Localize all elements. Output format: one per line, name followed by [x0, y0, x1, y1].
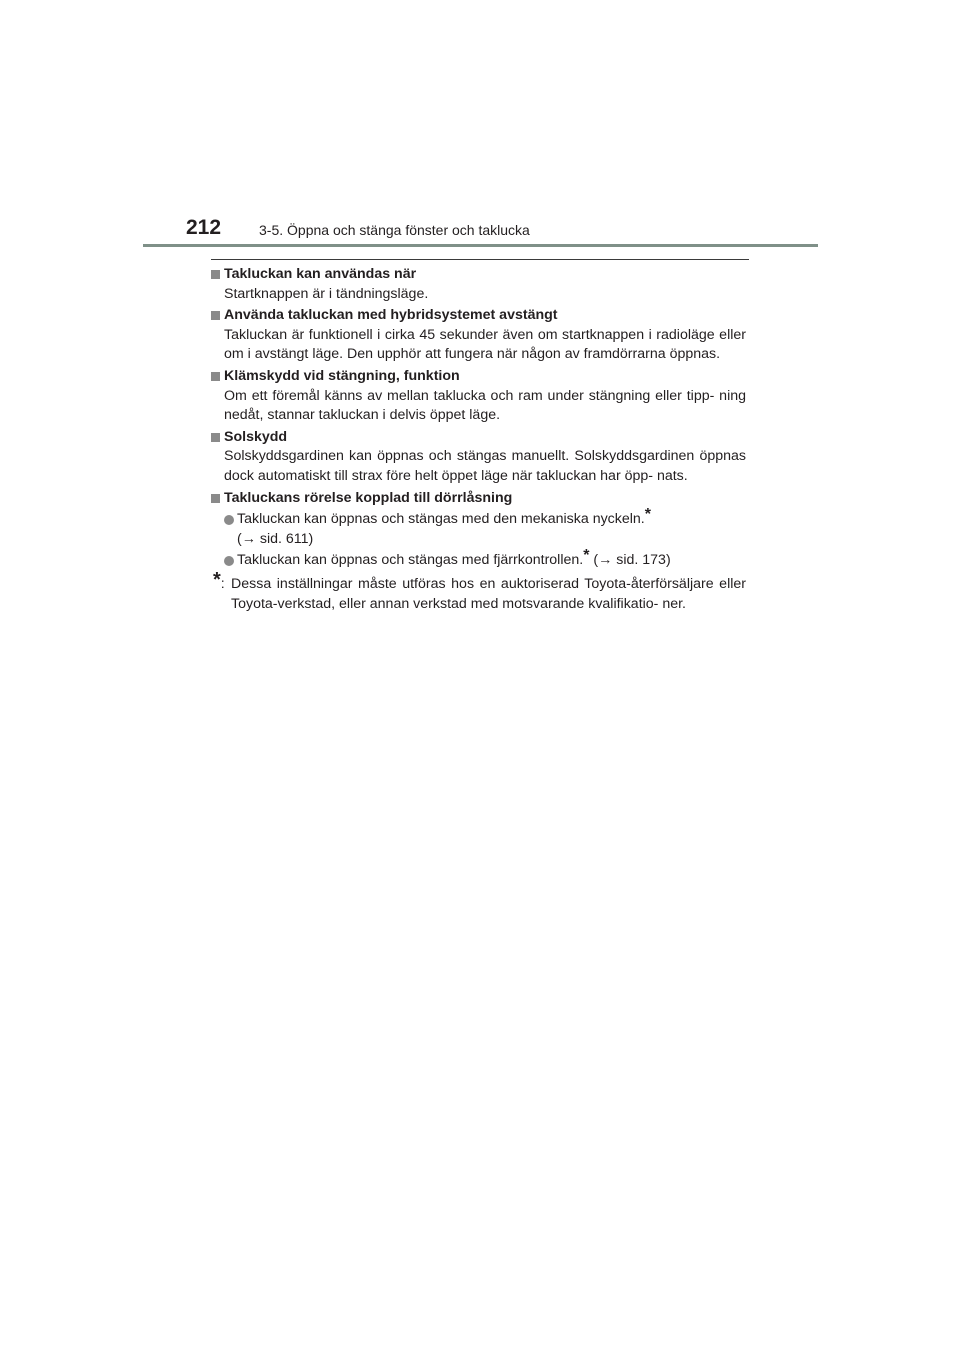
header-divider	[143, 244, 818, 247]
section-body: Startknappen är i tändningsläge.	[224, 285, 429, 302]
section-heading	[211, 428, 746, 448]
section-body: Om ett föremål känns av mellan taklucka och ram under stängning eller tipp- ning nedåt, stannar takluckan i delvis öppet läge.	[224, 387, 746, 424]
section-heading-text: Klämskydd vid stängning, funktion	[224, 367, 460, 384]
square-bullet-icon	[211, 433, 220, 442]
section-jam-protection	[211, 367, 746, 426]
page-reference: (→ sid. 173)	[593, 552, 671, 569]
section-sunshade	[211, 428, 746, 487]
section-heading-text: Använda takluckan med hybridsystemet avstängt	[224, 307, 558, 324]
section-hybrid-off	[211, 306, 746, 365]
bullet-text: Takluckan kan öppnas och stängas med den mekaniska nyckeln.	[237, 511, 645, 528]
section-heading-text: Takluckans rörelse kopplad till dörrlåsning	[224, 489, 513, 506]
section-usage	[211, 265, 746, 304]
footnote-asterisk: *	[213, 568, 221, 591]
section-heading-text: Takluckan kan användas när	[224, 266, 417, 282]
section-body	[211, 506, 746, 571]
page-reference: (→ sid. 611)	[237, 530, 314, 547]
asterisk-mark: *	[583, 547, 590, 565]
bullet-item	[224, 547, 746, 571]
section-heading	[211, 265, 746, 285]
page-header	[0, 0, 960, 250]
square-bullet-icon	[211, 494, 220, 503]
circle-bullet-icon	[224, 556, 234, 566]
section-heading-text: Solskydd	[224, 428, 288, 445]
section-body: Solskyddsgardinen kan öppnas och stängas manuellt. Solskyddsgardinen öppnas dock automatiskt till strax före helt öppet läge när takluckan har öpp- nats.	[224, 448, 746, 484]
chapter-title: 3-5. Öppna och stänga fönster och taklucka	[259, 222, 530, 238]
page-content	[211, 265, 746, 614]
section-door-lock-link	[211, 489, 746, 571]
circle-bullet-icon	[224, 515, 234, 525]
footnote	[211, 568, 746, 614]
asterisk-mark: *	[644, 506, 651, 524]
square-bullet-icon	[211, 270, 220, 279]
page-number: 212	[186, 216, 222, 239]
section-heading	[211, 367, 746, 387]
section-divider	[211, 259, 749, 260]
section-heading	[211, 306, 746, 326]
square-bullet-icon	[211, 372, 220, 381]
section-heading	[211, 489, 746, 509]
footnote-separator: :	[220, 575, 225, 592]
bullet-item	[224, 506, 746, 549]
section-body: Takluckan är funktionell i cirka 45 sekunder även om startknappen i radioläge eller om i avstängt läge. Den upphör att fungera när någon av framdörrarna öppnas.	[224, 326, 746, 363]
footnote-marker	[213, 568, 225, 595]
footnote-text: Dessa inställningar måste utföras hos en auktoriserad Toyota-återförsäljare eller Toyota-verkstad, eller annan verkstad med motsvarande kvalifikatio- ner.	[231, 575, 746, 612]
bullet-text: Takluckan kan öppnas och stängas med fjärrkontrollen.	[237, 552, 584, 569]
square-bullet-icon	[211, 311, 220, 320]
